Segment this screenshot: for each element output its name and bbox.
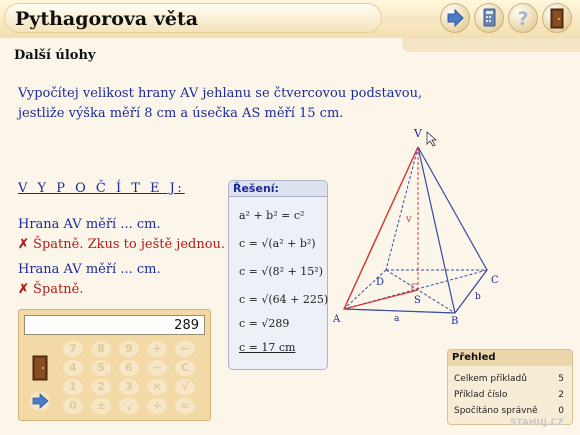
- mouse-cursor-icon: [427, 132, 436, 146]
- label-a: a: [394, 314, 400, 324]
- label-D: D: [376, 277, 385, 288]
- task-line-1: Vypočítej velikost hrany AV jehlanu se čtvercovou podstavou,: [18, 86, 423, 101]
- overview-label: Celkem příkladů: [454, 374, 527, 384]
- solution-line: c = √(64 + 225): [239, 293, 329, 306]
- calculator-display[interactable]: 289: [24, 315, 205, 335]
- calculator-button[interactable]: [474, 3, 504, 33]
- calculator-key[interactable]: +: [147, 341, 167, 357]
- submit-button[interactable]: [29, 390, 51, 412]
- page-title: Pythagorova věta: [4, 3, 382, 33]
- calculator-key[interactable]: =: [175, 398, 195, 414]
- solution-result: c = 17 cm: [239, 341, 296, 354]
- title-bar-underline: [402, 38, 580, 52]
- task-line-2: jestliže výška měří 8 cm a úsečka AS měří 15 cm.: [18, 106, 344, 121]
- section-heading: Další úlohy: [14, 48, 96, 63]
- calculator-key[interactable]: ±: [91, 398, 111, 414]
- svg-text:?: ?: [517, 8, 529, 30]
- calculator-key[interactable]: 5: [91, 360, 111, 376]
- overview-value: 0: [558, 406, 564, 416]
- next-button[interactable]: [440, 3, 470, 33]
- label-V: V: [414, 127, 422, 140]
- calculator-key[interactable]: ÷: [147, 398, 167, 414]
- wrong-x-icon: ✗: [18, 237, 29, 252]
- overview-label: Příklad číslo: [454, 390, 508, 400]
- attempt-1-question: Hrana AV měří ... cm.: [18, 217, 161, 232]
- overview-value: 2: [558, 390, 564, 400]
- calculator-key[interactable]: 3: [119, 379, 139, 395]
- label-v: v: [406, 214, 412, 225]
- calculator-key[interactable]: 8: [91, 341, 111, 357]
- overview-value: 5: [558, 374, 564, 384]
- label-B: B: [451, 316, 459, 327]
- wrong-x-icon: ✗: [18, 282, 29, 297]
- solution-line: c = √289: [239, 317, 290, 330]
- calculator: [18, 309, 211, 421]
- help-icon: [509, 4, 537, 32]
- overview-row: [454, 406, 568, 416]
- pyramid-diagram: [330, 125, 510, 330]
- calculator-key[interactable]: C: [175, 360, 195, 376]
- calculator-key[interactable]: 7: [63, 341, 83, 357]
- calculator-key[interactable]: ,: [119, 398, 139, 414]
- calculator-key[interactable]: 6: [119, 360, 139, 376]
- exit-door-icon: [543, 4, 571, 32]
- watermark: STAHUJ.CZ: [510, 418, 564, 428]
- exit-button[interactable]: [542, 3, 572, 33]
- calculator-key[interactable]: ×: [147, 379, 167, 395]
- overview-row: [454, 374, 568, 384]
- calculator-key[interactable]: −: [147, 360, 167, 376]
- attempt-2-question: Hrana AV měří ... cm.: [18, 262, 161, 277]
- label-S: S: [414, 295, 421, 306]
- help-button[interactable]: [508, 3, 538, 33]
- calculator-key[interactable]: ←: [175, 341, 195, 357]
- attempt-1-feedback: [18, 237, 225, 252]
- solution-panel: [228, 180, 328, 370]
- attempt-1-feedback-text: Špatně. Zkus to ještě jednou.: [33, 237, 226, 252]
- keypad: [63, 341, 203, 417]
- solution-line: a² + b² = c²: [239, 209, 305, 222]
- overview-heading: Přehled: [448, 350, 572, 366]
- calculator-icon: [475, 4, 503, 32]
- overview-row: [454, 390, 568, 400]
- attempt-2-feedback-text: Špatně.: [33, 282, 84, 297]
- overview-label: Spočítáno správně: [454, 406, 538, 416]
- arrow-right-icon: [29, 390, 51, 412]
- calculator-key[interactable]: 1: [63, 379, 83, 395]
- compute-heading: V Y P O Č Í T E J:: [18, 181, 185, 196]
- label-C: C: [491, 275, 499, 286]
- calculator-key[interactable]: 4: [63, 360, 83, 376]
- solution-line: c = √(8² + 15²): [239, 265, 323, 278]
- calculator-key[interactable]: 0: [63, 398, 83, 414]
- calculator-key[interactable]: 2: [91, 379, 111, 395]
- attempt-2-feedback: [18, 282, 83, 297]
- arrow-right-icon: [441, 4, 469, 32]
- label-b: b: [475, 292, 481, 302]
- solution-line: c = √(a² + b²): [239, 237, 316, 250]
- label-A: A: [333, 314, 341, 325]
- calculator-key[interactable]: √: [175, 379, 195, 395]
- exit-door-icon[interactable]: [31, 355, 49, 379]
- calculator-key[interactable]: 9: [119, 341, 139, 357]
- overview-panel: [447, 349, 573, 425]
- solution-heading: Řešení:: [229, 181, 327, 197]
